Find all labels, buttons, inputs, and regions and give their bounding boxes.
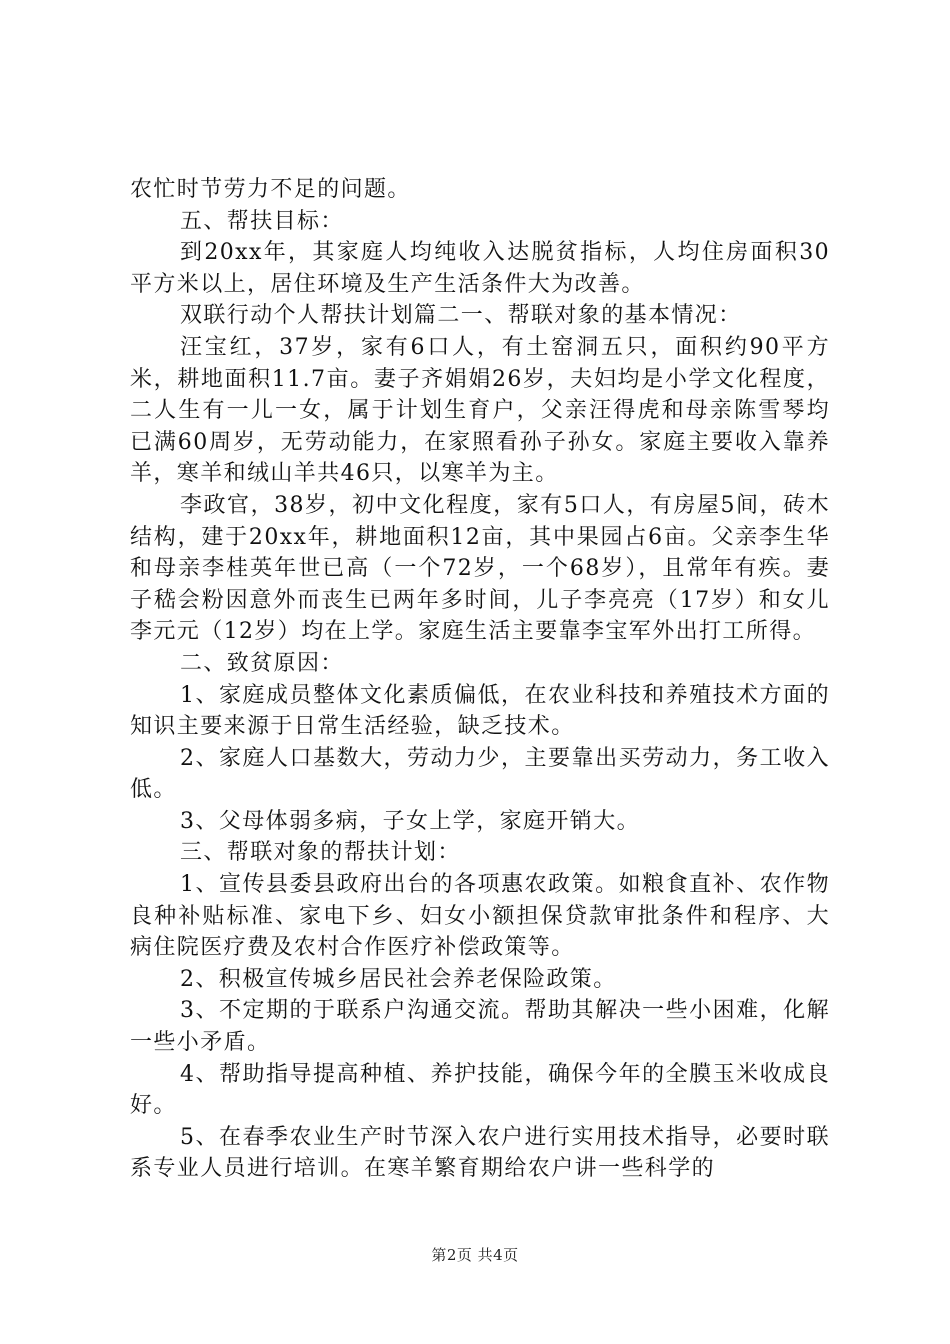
section-heading: 三、帮联对象的帮扶计划： (180, 840, 461, 866)
list-item: 4、帮助指导提高种植、养护技能，确保今年的全膜玉米收成良好。 (130, 1061, 830, 1119)
list-item: 1、宣传县委县政府出台的各项惠农政策。如粮食直补、农作物良种补贴标准、家电下乡、妇女小额担保贷款审批条件和程序、大病住院医疗费及农村合作医疗补偿政策等。 (130, 872, 830, 961)
list-item: 2、家庭人口基数大，劳动力少，主要靠出买劳动力，务工收入低。 (130, 745, 830, 803)
paragraph: 农忙时节劳力不足的问题。 (130, 177, 411, 202)
section-heading: 五、帮扶目标： (180, 208, 344, 234)
document-body (130, 174, 830, 1185)
section-heading: 双联行动个人帮扶计划篇二一、帮联对象的基本情况： (180, 303, 742, 329)
list-item: 3、父母体弱多病，子女上学，家庭开销大。 (180, 808, 640, 834)
list-item: 3、不定期的于联系户沟通交流。帮助其解决一些小困难，化解一些小矛盾。 (130, 998, 830, 1056)
page-number-footer: 第2页 共4页 (431, 1246, 519, 1264)
list-item: 2、积极宣传城乡居民社会养老保险政策。 (180, 966, 617, 992)
paragraph: 到20xx年，其家庭人均纯收入达脱贫指标，人均住房面积30平方米以上，居住环境及生产生活条件大为改善。 (130, 240, 830, 297)
list-item: 5、在春季农业生产时节深入农户进行实用技术指导，必要时联系专业人员进行培训。在寒羊繁育期给农户讲一些科学的 (130, 1124, 830, 1182)
paragraph: 李政官，38岁，初中文化程度，家有5口人，有房屋5间，砖木结构，建于20xx年，耕地面积12亩，其中果园占6亩。父亲李生华和母亲李桂英年世已高（一个72岁，一个68岁），且常年有疾。妻子嵇会粉因意外而丧生已两年多时间，儿子李亮亮（17岁）和女儿李元元（12岁）均在上学。家庭生活主要靠李宝军外出打工所得。 (130, 492, 830, 645)
list-item: 1、家庭成员整体文化素质偏低，在农业科技和养殖技术方面的知识主要来源于日常生活经验，缺乏技术。 (130, 682, 830, 740)
paragraph: 汪宝红，37岁，家有6口人，有土窑洞五只，面积约90平方米，耕地面积11.7亩。妻子齐娟娟26岁，夫妇均是小学文化程度，二人生有一儿一女，属于计划生育户，父亲汪得虎和母亲陈雪琴均已满60周岁，无劳动能力，在家照看孙子孙女。家庭主要收入靠养羊，寒羊和绒山羊共46只，以寒羊为主。 (130, 334, 830, 487)
section-heading: 二、致贫原因： (180, 650, 344, 676)
